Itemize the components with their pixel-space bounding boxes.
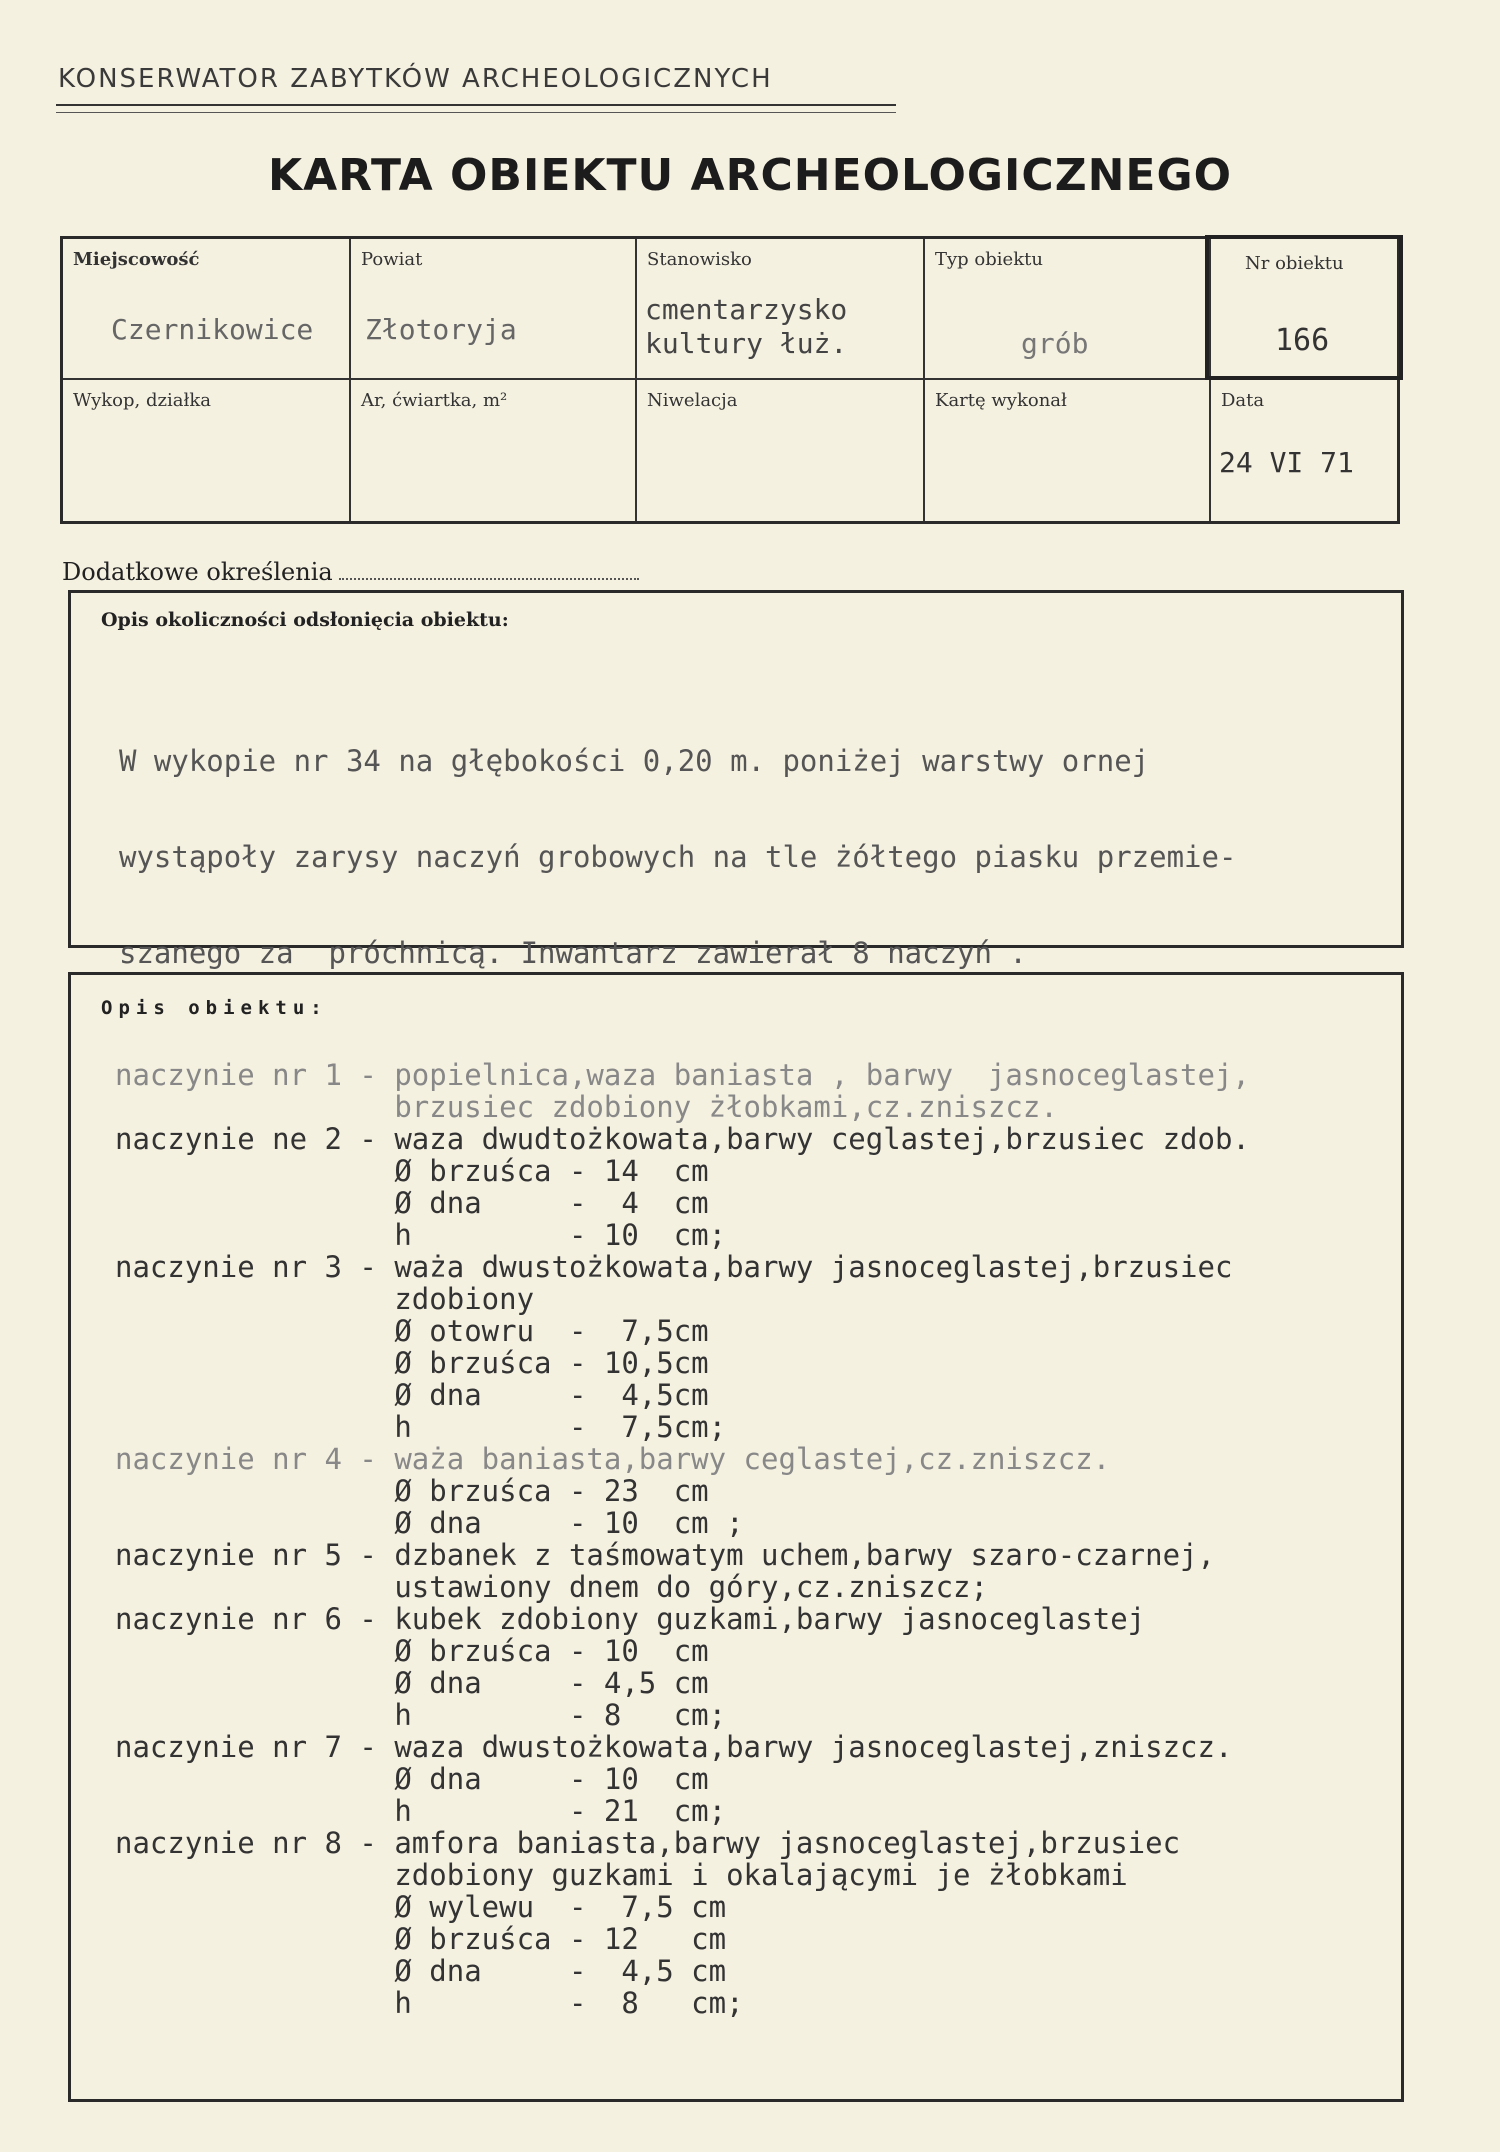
opis-line: Ø dna - 4,5 cm xyxy=(115,1666,709,1700)
dodatkowe-label: Dodatkowe określenia xyxy=(62,558,333,586)
opis-line: h - 7,5cm; xyxy=(115,1410,727,1444)
opis-line: naczynie nr 8 - amfora baniasta,barwy jasnoceglastej,brzusiec xyxy=(115,1826,1181,1860)
opis-line: naczynie nr 4 - waża baniasta,barwy ceglastej,cz.zniszcz. xyxy=(115,1442,1111,1476)
header-underline-thin xyxy=(56,112,896,113)
cell-niwelacja xyxy=(637,380,925,521)
opis-line: Ø otowru - 7,5cm xyxy=(115,1314,709,1348)
value-data: 24 VI 71 xyxy=(1219,446,1354,479)
opis-line: Ø dna - 4,5cm xyxy=(115,1378,709,1412)
opis-line: h - 10 cm; xyxy=(115,1218,727,1252)
value-stanowisko-line2: kultury łuż. xyxy=(645,327,848,360)
cell-wykop xyxy=(63,380,351,521)
metadata-table xyxy=(60,236,1400,524)
cell-typ-obiektu xyxy=(925,239,1211,380)
opis-obiektu-box xyxy=(68,972,1404,2102)
okolicznosci-line: W wykopie nr 34 na głębokości 0,20 m. poniżej warstwy ornej xyxy=(119,744,1150,778)
opis-line: naczynie ne 2 - waza dwudtożkowata,barwy ceglastej,brzusiec zdob. xyxy=(115,1122,1250,1156)
value-typ-obiektu: grób xyxy=(1021,327,1089,360)
opis-line: naczynie nr 3 - waża dwustożkowata,barwy jasnoceglastej,brzusiec xyxy=(115,1250,1233,1284)
opis-line: naczynie nr 5 - dzbanek z taśmowatym uchem,barwy szaro-czarnej, xyxy=(115,1538,1215,1572)
cell-miejscowosc xyxy=(63,239,351,380)
opis-line: zdobiony guzkami i okalającymi je żłobkami xyxy=(115,1858,1128,1892)
opis-line: h - 8 cm; xyxy=(115,1986,744,2020)
opis-line: Ø wylewu - 7,5 cm xyxy=(115,1890,727,1924)
okolicznosci-line: szanego za próchnicą. Inwantarz zawierał 8 naczyń . xyxy=(119,936,1027,970)
header-organization: KONSERWATOR ZABYTKÓW ARCHEOLOGICZNYCH xyxy=(58,64,773,94)
page-title: KARTA OBIEKTU ARCHEOLOGICZNEGO xyxy=(267,150,1232,201)
label-ar: Ar, ćwiartka, m² xyxy=(361,390,508,411)
cell-stanowisko xyxy=(637,239,925,380)
opis-line: Ø dna - 10 cm xyxy=(115,1762,709,1796)
dodatkowe-okreslenia xyxy=(62,558,639,586)
opis-line: Ø brzuśca - 10 cm xyxy=(115,1634,709,1668)
opis-line: naczynie nr 1 - popielnica,waza baniasta , barwy jasnoceglastej, xyxy=(115,1058,1250,1092)
opis-line: naczynie nr 6 - kubek zdobiony guzkami,barwy jasnoceglastej xyxy=(115,1602,1146,1636)
label-wykop: Wykop, działka xyxy=(73,390,211,411)
label-powiat: Powiat xyxy=(361,249,423,270)
value-nr-obiektu: 166 xyxy=(1275,323,1330,358)
label-nr-obiektu: Nr obiektu xyxy=(1245,253,1344,274)
header-underline xyxy=(56,104,896,106)
opis-line: Ø dna - 4 cm xyxy=(115,1186,709,1220)
opis-line: ustawiony dnem do góry,cz.zniszcz; xyxy=(115,1570,988,1604)
okolicznosci-label: Opis okoliczności odsłonięcia obiektu: xyxy=(101,609,509,631)
cell-data xyxy=(1211,380,1397,521)
opis-line: h - 21 cm; xyxy=(115,1794,727,1828)
opis-line: Ø brzuśca - 23 cm xyxy=(115,1474,709,1508)
opis-obiektu-label: Opis obiektu: xyxy=(101,997,328,1019)
cell-ar xyxy=(351,380,637,521)
label-typ-obiektu: Typ obiektu xyxy=(935,249,1043,270)
label-niwelacja: Niwelacja xyxy=(647,390,738,411)
opis-line: Ø brzuśca - 10,5cm xyxy=(115,1346,709,1380)
opis-line: Ø brzuśca - 12 cm xyxy=(115,1922,727,1956)
dotted-line xyxy=(339,578,639,580)
cell-powiat xyxy=(351,239,637,380)
opis-line: Ø dna - 4,5 cm xyxy=(115,1954,727,1988)
value-miejscowosc: Czernikowice xyxy=(111,313,314,346)
okolicznosci-box xyxy=(68,590,1404,970)
opis-line: Ø brzuśca - 14 cm xyxy=(115,1154,709,1188)
okolicznosci-line: wystąpoły zarysy naczyń grobowych na tle żółtego piasku przemie- xyxy=(119,840,1237,874)
value-stanowisko-line1: cmentarzysko xyxy=(645,293,848,326)
opis-line: zdobiony xyxy=(115,1282,535,1316)
label-miejscowosc: Miejscowość xyxy=(73,249,200,270)
label-stanowisko: Stanowisko xyxy=(647,249,752,270)
opis-line: Ø dna - 10 cm ; xyxy=(115,1506,744,1540)
opis-line: naczynie nr 7 - waza dwustożkowata,barwy jasnoceglastej,zniszcz. xyxy=(115,1730,1233,1764)
nr-obiektu-box xyxy=(1205,235,1403,380)
label-data: Data xyxy=(1221,390,1265,411)
opis-line: h - 8 cm; xyxy=(115,1698,727,1732)
opis-line: brzusiec zdobiony żłobkami,cz.zniszcz. xyxy=(115,1090,1058,1124)
value-powiat: Złotoryja xyxy=(365,313,517,346)
cell-karte-wykonal xyxy=(925,380,1211,521)
label-karte-wykonal: Kartę wykonał xyxy=(935,390,1067,411)
